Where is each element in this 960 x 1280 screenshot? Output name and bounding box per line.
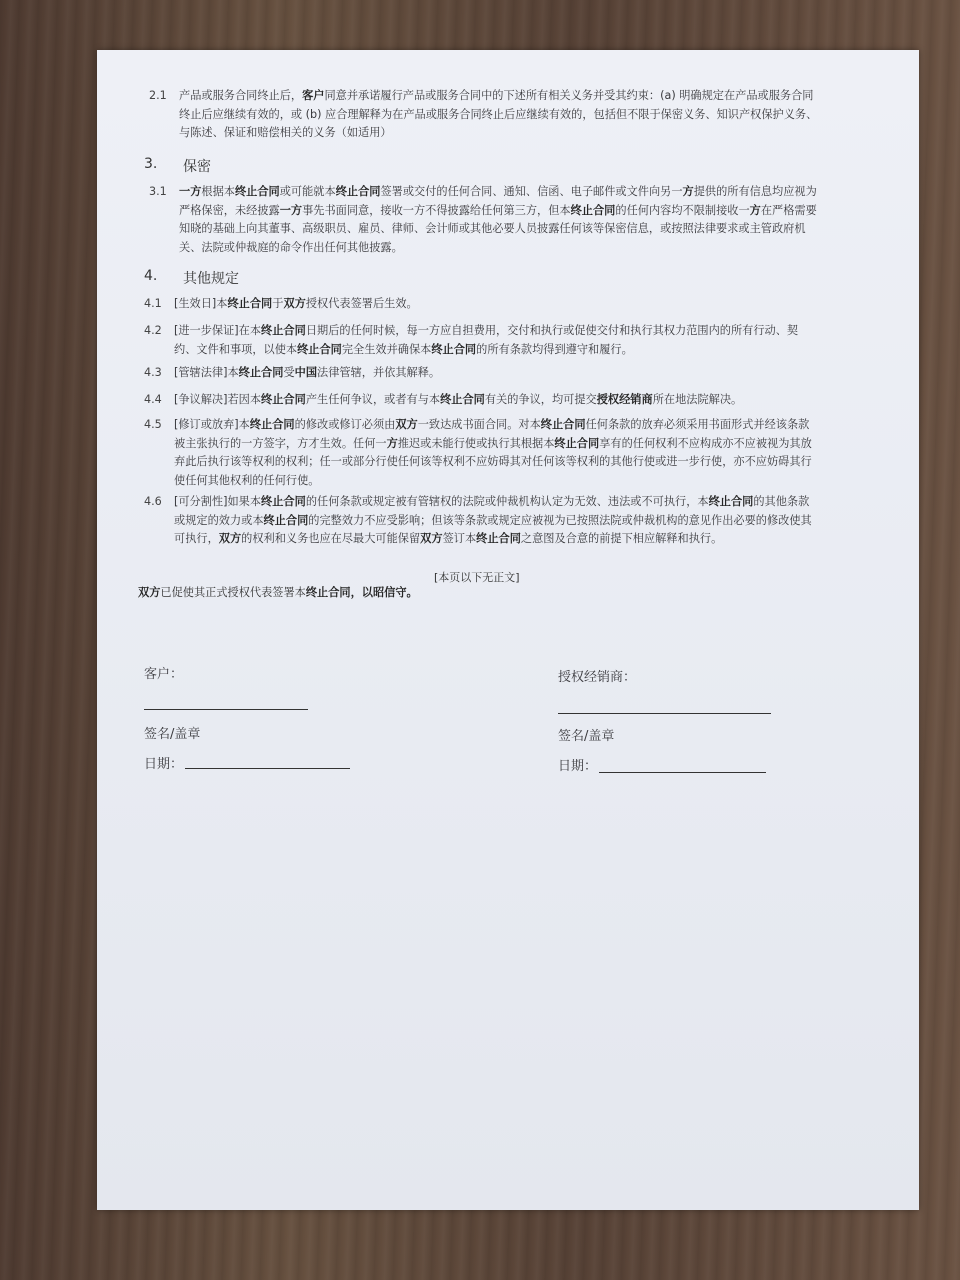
clause-number: 4.1 <box>144 297 162 310</box>
text: 产生任何争议，或者有与本 <box>305 393 441 406</box>
clause-line <box>179 202 894 221</box>
text: 的修改或修订必须由 <box>294 418 396 431</box>
bold-term: 终止合同 <box>305 586 351 599</box>
clause-line <box>174 341 798 360</box>
customer-date-label: 日期： <box>144 757 184 772</box>
text: 的任何内容均不限制接收一 <box>615 203 750 217</box>
bold-term: 终止合同 <box>234 185 280 198</box>
text: 于 <box>272 297 284 310</box>
text: 事先书面同意，接收一方不得披露给任何第三方，但本 <box>302 203 571 217</box>
bold-term: 方 <box>386 436 398 450</box>
clause-line <box>174 391 742 410</box>
clause-number: 4.6 <box>144 495 162 508</box>
clause-line <box>174 295 418 314</box>
bold-term: 终止合同 <box>570 203 616 217</box>
text: 签署或交付的任何合同、通知、信函、电子邮件或文件向另一 <box>380 185 683 198</box>
bold-term: 终止合同 <box>540 418 586 431</box>
text: 或规定的效力或本 <box>174 513 264 527</box>
contract-page <box>97 50 919 1210</box>
clause-number: 4.2 <box>144 324 162 337</box>
text: 法律管辖，并依其解释。 <box>317 366 441 379</box>
bold-term: 终止合同 <box>261 495 306 508</box>
clause-number: 3.1 <box>149 185 167 198</box>
section-title: 其他规定 <box>183 271 239 287</box>
text: 已促使其正式授权代表签署本 <box>160 586 306 599</box>
text: 的权利和义务也应在尽最大可能保留 <box>241 532 421 545</box>
bold-term: ，以昭信守。 <box>350 586 418 599</box>
text: 享有的任何权利不应构成亦不应被视为其放 <box>599 436 812 450</box>
bold-term: 客户 <box>302 89 325 102</box>
text: [生效日]本 <box>174 297 228 310</box>
text: 所在地法院解决。 <box>652 393 743 406</box>
text: 推迟或未能行使或执行其根据本 <box>397 436 555 450</box>
clause-number: 4.3 <box>144 366 162 379</box>
customer-label: 客户： <box>144 667 184 682</box>
clause-line <box>179 87 894 106</box>
clause-line <box>174 512 812 531</box>
bold-term: 一方 <box>179 185 202 198</box>
bold-term: 终止合同 <box>227 297 273 310</box>
text: 的任何条款或规定被有管辖权的法院或仲裁机构认定为无效、违法或不可执行，本 <box>305 495 709 508</box>
customer-signature-line[interactable] <box>144 709 308 710</box>
text: 授权代表签署后生效。 <box>305 297 418 310</box>
clause-line <box>174 416 812 435</box>
bold-term: 终止合同 <box>263 513 309 527</box>
text: 在严格需要 <box>760 203 817 217</box>
clause-line: 弃此后执行该等权利的权利；任一或部分行使任何该等权利不应妨碍其对任何该等权利的其他行使或进一步行使，亦不应妨碍其行 <box>174 455 812 468</box>
text: 严格保密，未经披露 <box>179 203 280 217</box>
bold-term: 授权经销商 <box>596 393 653 406</box>
customer-date-line[interactable] <box>185 768 350 769</box>
bold-term: 一方 <box>279 203 303 217</box>
bold-term: 中国 <box>294 366 318 379</box>
bold-term: 终止合同 <box>261 393 306 406</box>
bold-term: 终止合同 <box>238 366 284 379</box>
bold-term: 终止合同 <box>476 532 521 545</box>
bold-term: 双方 <box>218 532 242 545</box>
text: 任何条款的放弃必须采用书面形式并经该条款 <box>585 418 810 431</box>
section-number: 4. <box>144 268 158 284</box>
text: 有关的争议，均可提交 <box>484 393 597 406</box>
text: [管辖法律]本 <box>174 366 239 379</box>
bold-term: 双方 <box>283 297 306 310</box>
section-number: 3. <box>144 156 158 172</box>
text: 的其他条款 <box>753 495 810 508</box>
clause-line <box>179 183 894 202</box>
text: [进一步保证]在本 <box>174 324 262 337</box>
bold-term: 终止合同 <box>249 418 295 431</box>
dealer-date-line[interactable] <box>599 772 766 773</box>
clause-line: 与陈述、保证和赔偿相关的义务（如适用） <box>179 126 392 139</box>
bold-term: 终止合同 <box>261 324 306 337</box>
bold-term: 双方 <box>395 418 418 431</box>
text: 一致达成书面合同。对本 <box>417 418 541 431</box>
clause-line: 终止后应继续有效的，或 (b) 应合理解释为在产品或服务合同终止后应继续有效的，包括但不限于保密义务、知识产权保护义务、 <box>179 107 818 121</box>
text: 受 <box>283 366 295 379</box>
bold-term: 终止合同 <box>431 342 477 356</box>
dealer-date-label: 日期： <box>558 759 598 774</box>
bold-term: 终止合同 <box>440 393 485 406</box>
bold-term: 方 <box>749 203 761 217</box>
clause-line <box>174 493 812 512</box>
bold-term: 终止合同 <box>554 436 600 450</box>
bold-term: 终止合同 <box>297 342 342 356</box>
text: 可执行， <box>174 532 219 545</box>
clause-line <box>174 530 812 549</box>
bold-term: 方 <box>682 185 694 198</box>
clause-line <box>174 435 812 454</box>
text: 的所有条款均得到遵守和履行。 <box>476 342 633 356</box>
bold-term: 终止合同 <box>335 185 381 198</box>
dealer-label: 授权经销商： <box>558 670 637 685</box>
bold-term: 双方 <box>420 532 443 545</box>
clause-line <box>174 322 798 341</box>
clause-line: 关、法院或仲裁庭的命令作出任何其他披露。 <box>179 240 403 254</box>
text: 或可能就本 <box>279 185 336 198</box>
clause-line: 知晓的基础上向其董事、高级职员、雇员、律师、会计师或其他必要人员披露任何该等保密信息，或按照法律要求或主管政府机 <box>179 222 806 235</box>
text: 被主张执行的一方签字，方才生效。任何一 <box>174 436 387 450</box>
customer-sign-seal-label: 签名/盖章 <box>144 727 201 742</box>
text: [可分割性]如果本 <box>174 495 262 508</box>
text: 日期后的任何时候，每一方应自担费用，交付和执行或促使交付和执行其权力范围内的所有行动、契 <box>305 324 799 337</box>
text: 的完整效力不应受影响；但该等条款或规定应被视为已按照法院或仲裁机构的意见作出必要的修改使其 <box>308 513 812 527</box>
bold-term: 双方 <box>138 586 161 599</box>
bold-term: 终止合同 <box>708 495 754 508</box>
text: 根据本 <box>201 185 235 198</box>
text: 约、文件和事项，以使本 <box>174 342 298 356</box>
section-title: 保密 <box>183 159 211 175</box>
clause-line <box>174 364 440 383</box>
text: 提供的所有信息均应视为 <box>693 185 817 198</box>
dealer-signature-line[interactable] <box>558 713 771 714</box>
clause-number: 4.5 <box>144 418 162 431</box>
dealer-sign-seal-label: 签名/盖章 <box>558 729 615 744</box>
no-further-text-note: [本页以下无正文] <box>434 571 520 584</box>
closing-statement <box>138 584 418 600</box>
clause-number: 2.1 <box>149 89 167 102</box>
text: 产品或服务合同终止后， <box>179 89 303 102</box>
text: 之意图及合意的前提下相应解释和执行。 <box>520 532 723 545</box>
text: 签订本 <box>442 532 477 545</box>
clause-number: 4.4 <box>144 393 162 406</box>
text: [修订或放弃]本 <box>174 418 250 431</box>
text: 同意并承诺履行产品或服务合同中的下述所有相关义务并受其约束：(a) 明确规定在产品或服务合同 <box>324 89 814 102</box>
text: 完全生效并确保本 <box>341 342 432 356</box>
text: [争议解决]若因本 <box>174 393 262 406</box>
clause-line: 使任何其他权利的任何行使。 <box>174 473 320 487</box>
